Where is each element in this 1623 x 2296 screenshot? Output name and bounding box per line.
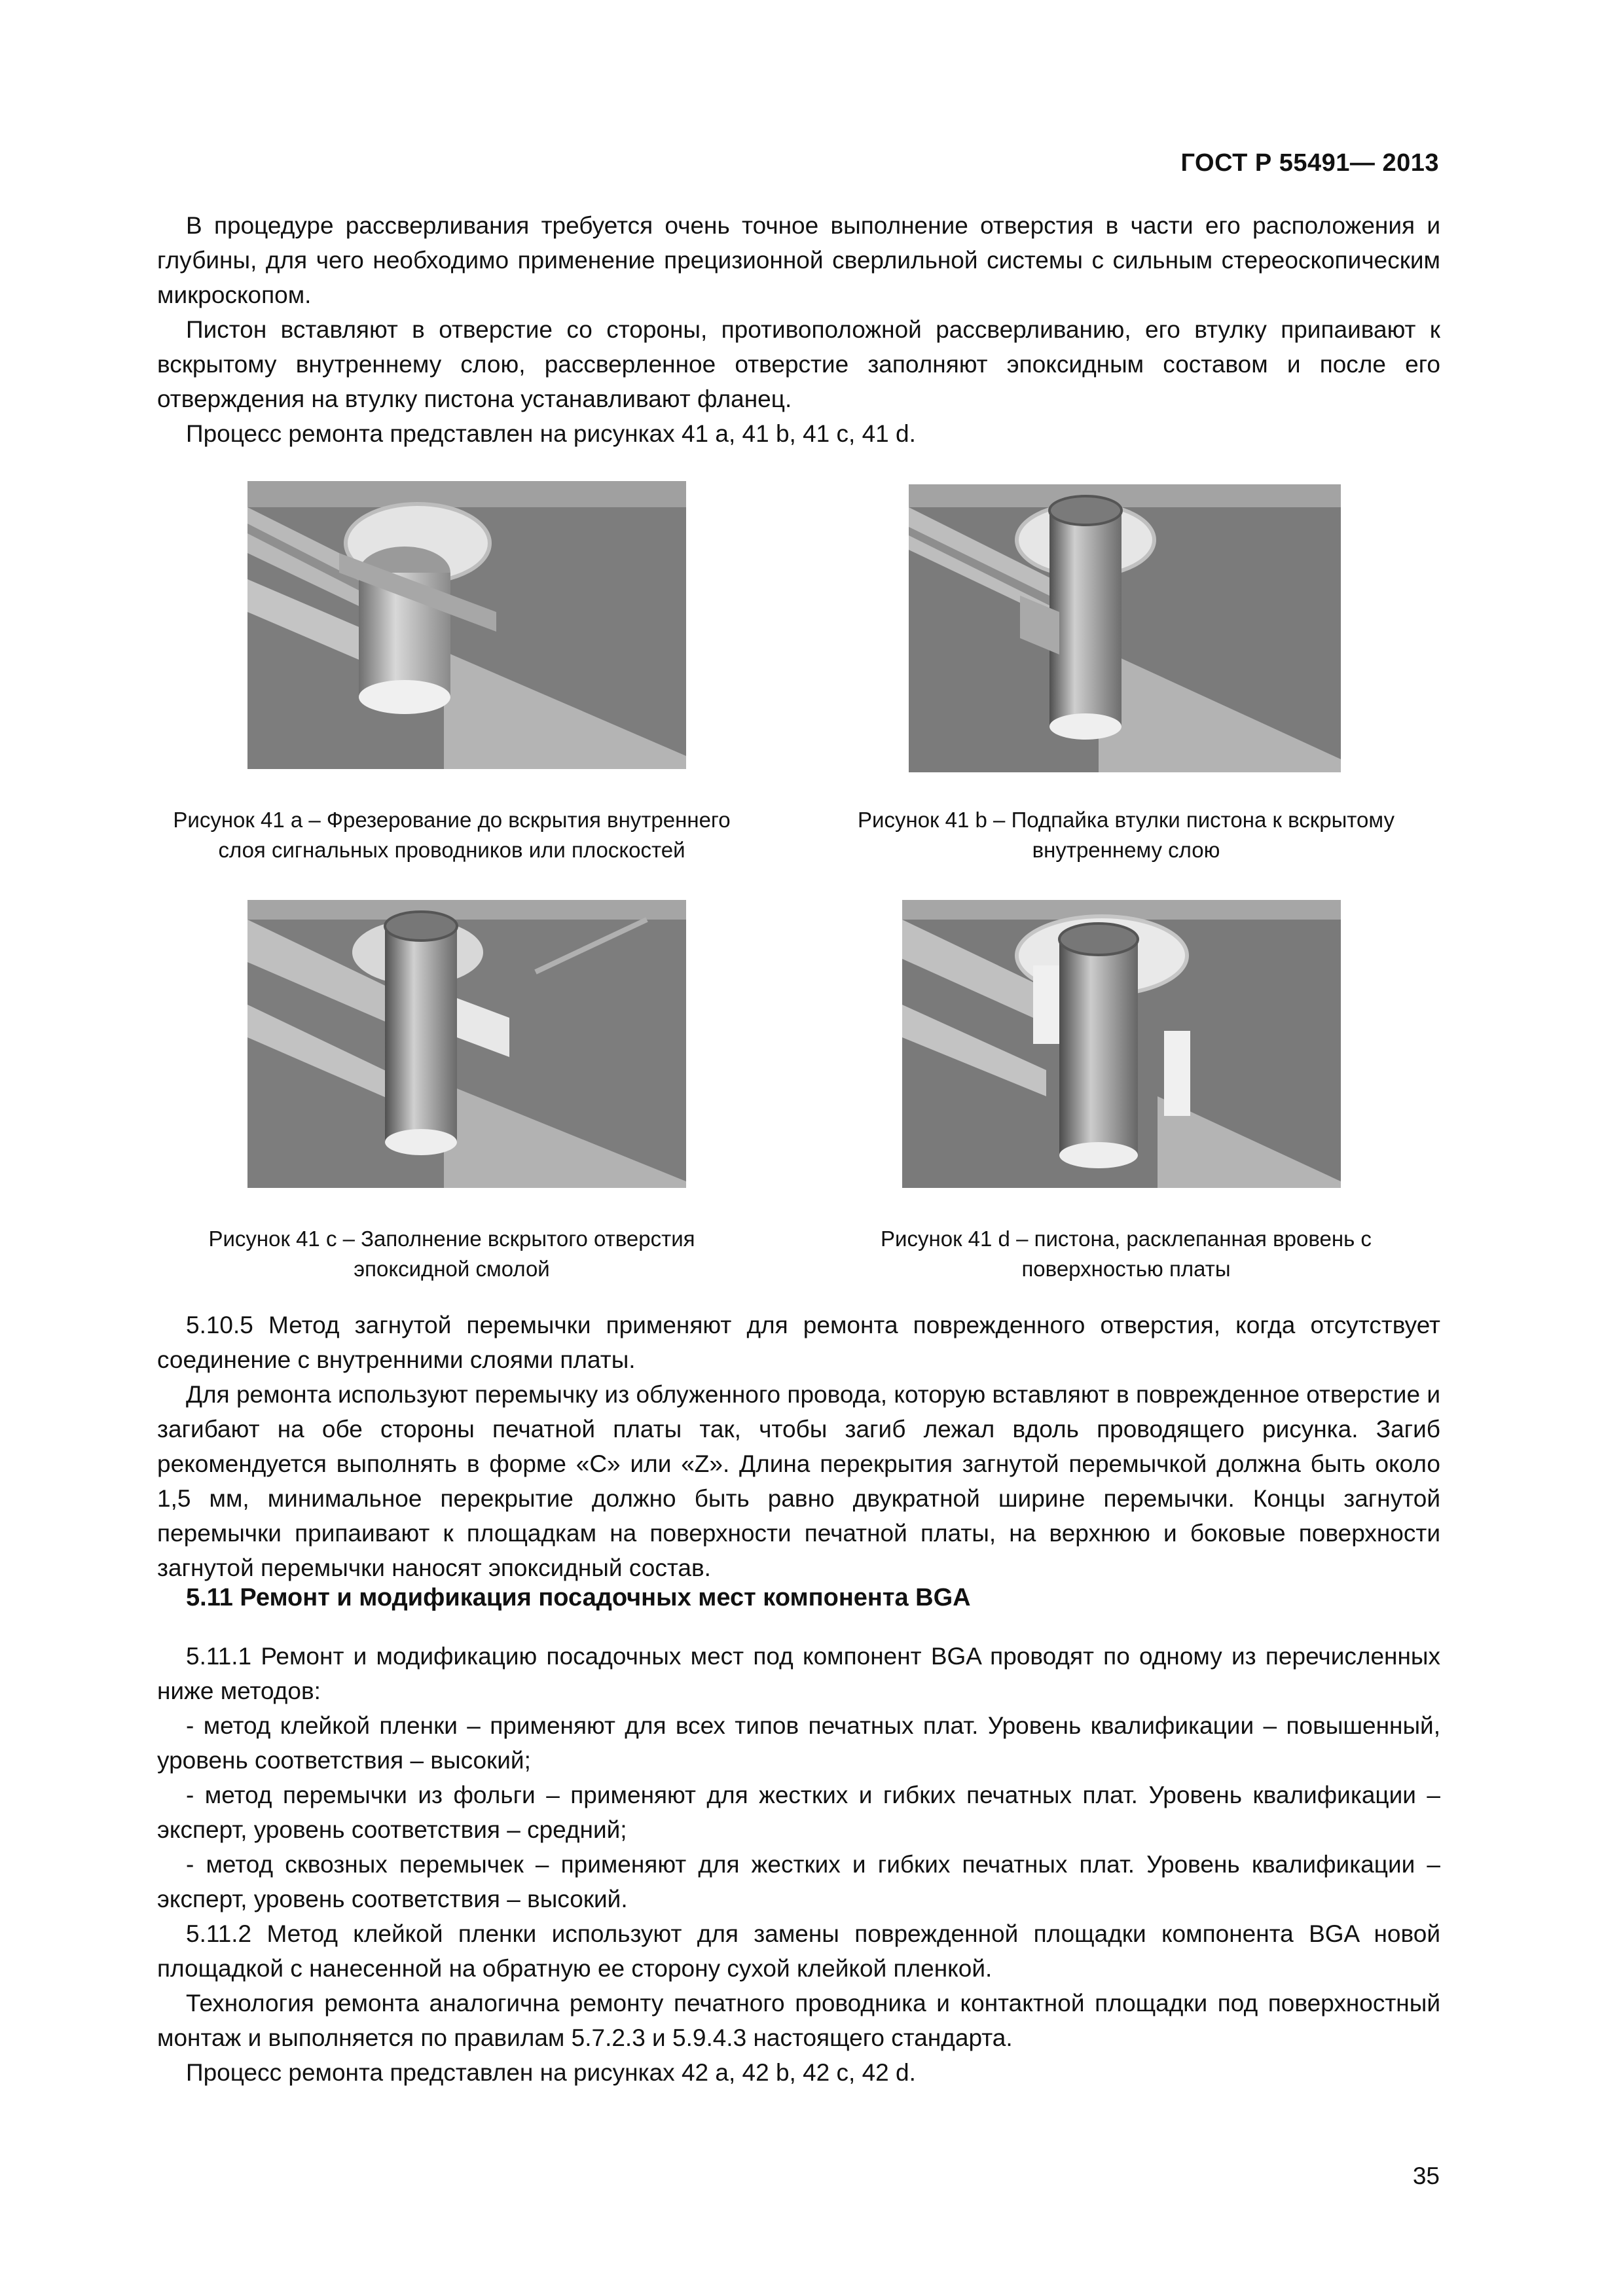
caption-line: внутреннему слою — [1032, 838, 1220, 862]
paragraph: 5.11.2 Метод клейкой пленки используют для замены поврежденной площадки компонента BGA новой площадкой с нанесенной на обратную ее сторону сухой клейкой пленкой. — [157, 1920, 1440, 1982]
document-header: ГОСТ Р 55491— 2013 — [1180, 149, 1439, 177]
figure-41c-image — [247, 900, 686, 1188]
paragraph: Пистон вставляют в отверстие со стороны, противоположной рассверливанию, его втулку припаивают к вскрытому внутреннему слою, рассверленное отверстие заполняют эпоксидным составом и после его отверждения на втулку пистона устанавливают фланец. — [157, 316, 1440, 412]
list-item: - метод клейкой пленки – применяют для всех типов печатных плат. Уровень квалификации – повышенный, уровень соответствия – высокий; — [157, 1712, 1440, 1774]
figure-41b-image — [909, 484, 1341, 772]
section-5-11-heading: 5.11 Ремонт и модификация посадочных мест компонента BGA — [186, 1584, 971, 1611]
list-item: - метод перемычки из фольги – применяют для жестких и гибких печатных плат. Уровень квалификации – эксперт, уровень соответствия – средний; — [157, 1782, 1440, 1843]
paragraph: В процедуре рассверливания требуется очень точное выполнение отверстия в части его расположения и глубины, для чего необходимо применение прецизионной сверлильной системы с сильным стереоскопическим микроскопом. — [157, 212, 1440, 308]
caption-line: Рисунок 41 b – Подпайка втулки пистона к вскрытому — [858, 808, 1395, 832]
paragraph: 5.10.5 Метод загнутой перемычки применяют для ремонта поврежденного отверстия, когда отсутствует соединение с внутренними слоями платы. — [157, 1312, 1440, 1373]
section-5-10-5 — [157, 1308, 1440, 1585]
caption-line: Рисунок 41 c – Заполнение вскрытого отверстия — [208, 1227, 695, 1251]
figure-41a-caption — [118, 805, 786, 865]
caption-line: эпоксидной смолой — [354, 1257, 550, 1281]
section-5-11-body — [157, 1639, 1440, 2090]
paragraph: Процесс ремонта представлен на рисунках 41 a, 41 b, 41 c, 41 d. — [186, 420, 916, 447]
intro-text — [157, 208, 1440, 451]
figure-41d-image — [902, 900, 1341, 1188]
paragraph: Для ремонта используют перемычку из облуженного провода, которую вставляют в поврежденное отверстие и загибают на обе стороны печатной платы так, чтобы загиб лежал вдоль проводящего рисунка. Загиб рекомендуется выполнять в форме «С» или «Z». Длина перекрытия загнутой перемычкой должна быть около 1,5 мм, минимальное перекрытие должно быть равно двукратной ширине перемычки. Концы загнутой перемычки припаивают к площадкам на поверхности печатной платы, на верхнюю и боковые поверхности загнутой перемычки наносят эпоксидный состав. — [157, 1381, 1440, 1581]
caption-line: слоя сигнальных проводников или плоскостей — [218, 838, 685, 862]
paragraph: Процесс ремонта представлен на рисунках 42 a, 42 b, 42 c, 42 d. — [186, 2059, 916, 2086]
page-number: 35 — [1412, 2162, 1440, 2189]
paragraph: 5.11.1 Ремонт и модификацию посадочных мест под компонент BGA проводят по одному из перечисленных ниже методов: — [157, 1643, 1440, 1704]
list-item: - метод сквозных перемычек – применяют для жестких и гибких печатных плат. Уровень квалификации – эксперт, уровень соответствия – высокий. — [157, 1851, 1440, 1912]
paragraph: Технология ремонта аналогична ремонту печатного проводника и контактной площадки под поверхностный монтаж и выполняется по правилам 5.7.2.3 и 5.9.4.3 настоящего стандарта. — [157, 1990, 1440, 2051]
caption-line: поверхностью платы — [1021, 1257, 1231, 1281]
figure-41b-caption — [792, 805, 1460, 865]
caption-line: Рисунок 41 a – Фрезерование до вскрытия внутреннего — [173, 808, 731, 832]
caption-line: Рисунок 41 d – пистона, расклепанная вровень с — [881, 1227, 1372, 1251]
figure-41c-caption — [118, 1224, 786, 1284]
figure-41d-caption — [792, 1224, 1460, 1284]
figure-41a-image — [247, 481, 686, 769]
